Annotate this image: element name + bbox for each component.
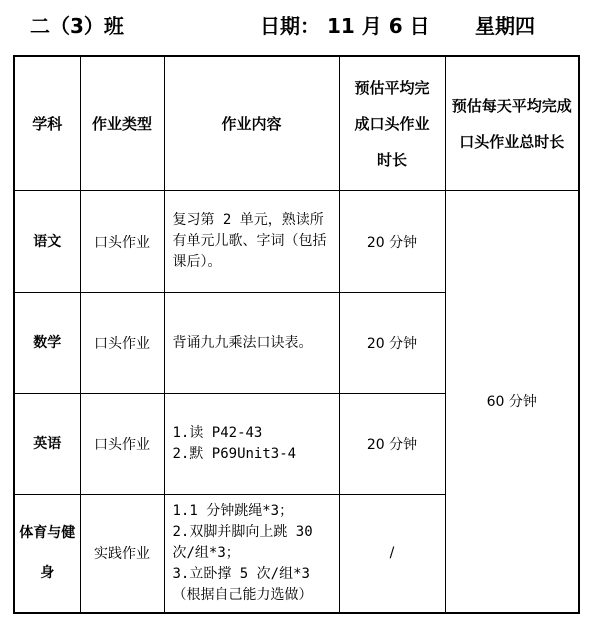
column-header-subject: 学科 [14,56,80,191]
subject-cell: 体育与健身 [14,495,80,613]
duration-cell: / [339,495,445,613]
content-cell [164,191,339,293]
subject-cell: 数学 [14,293,80,394]
content-cell [164,495,339,613]
type-cell: 口头作业 [80,293,164,394]
total-duration-cell: 60 分钟 [445,191,579,613]
column-header-type: 作业类型 [80,56,164,191]
content-cell [164,394,339,495]
column-header-avg-duration: 预估平均完成口头作业时长 [339,56,445,191]
duration-cell: 20 分钟 [339,394,445,495]
content-line: 复习第 2 单元，熟读所有单元儿歌、字词（包括课后）。 [172,212,327,270]
date-label: 日期： 11 月 6 日 [260,14,430,38]
subject-cell: 语文 [14,191,80,293]
content-line: 2.双脚并脚向上跳 30 次/组*3； [172,523,313,561]
content-line: 1.读 P42-43 [172,425,263,441]
column-header-total-duration: 预估每天平均完成口头作业总时长 [445,56,579,191]
type-cell: 口头作业 [80,394,164,495]
duration-cell: 20 分钟 [339,293,445,394]
content-line: 1.1 分钟跳绳*3； [172,502,294,519]
weekday-label: 星期四 [475,14,535,38]
duration-cell: 20 分钟 [339,191,445,293]
table-header-row [14,56,579,191]
subject-cell: 英语 [14,394,80,495]
type-cell: 实践作业 [80,495,164,613]
content-line: 2.默 P69Unit3-4 [172,446,297,462]
content-cell [164,293,339,394]
table-row [14,191,579,293]
type-cell: 口头作业 [80,191,164,293]
content-line: 3.立卧撑 5 次/组*3（根据自己能力选做） [172,565,313,603]
homework-table [13,55,580,614]
content-line: 背诵九九乘法口诀表。 [172,334,313,351]
column-header-content: 作业内容 [164,56,339,191]
class-label: 二（3）班 [30,14,124,38]
